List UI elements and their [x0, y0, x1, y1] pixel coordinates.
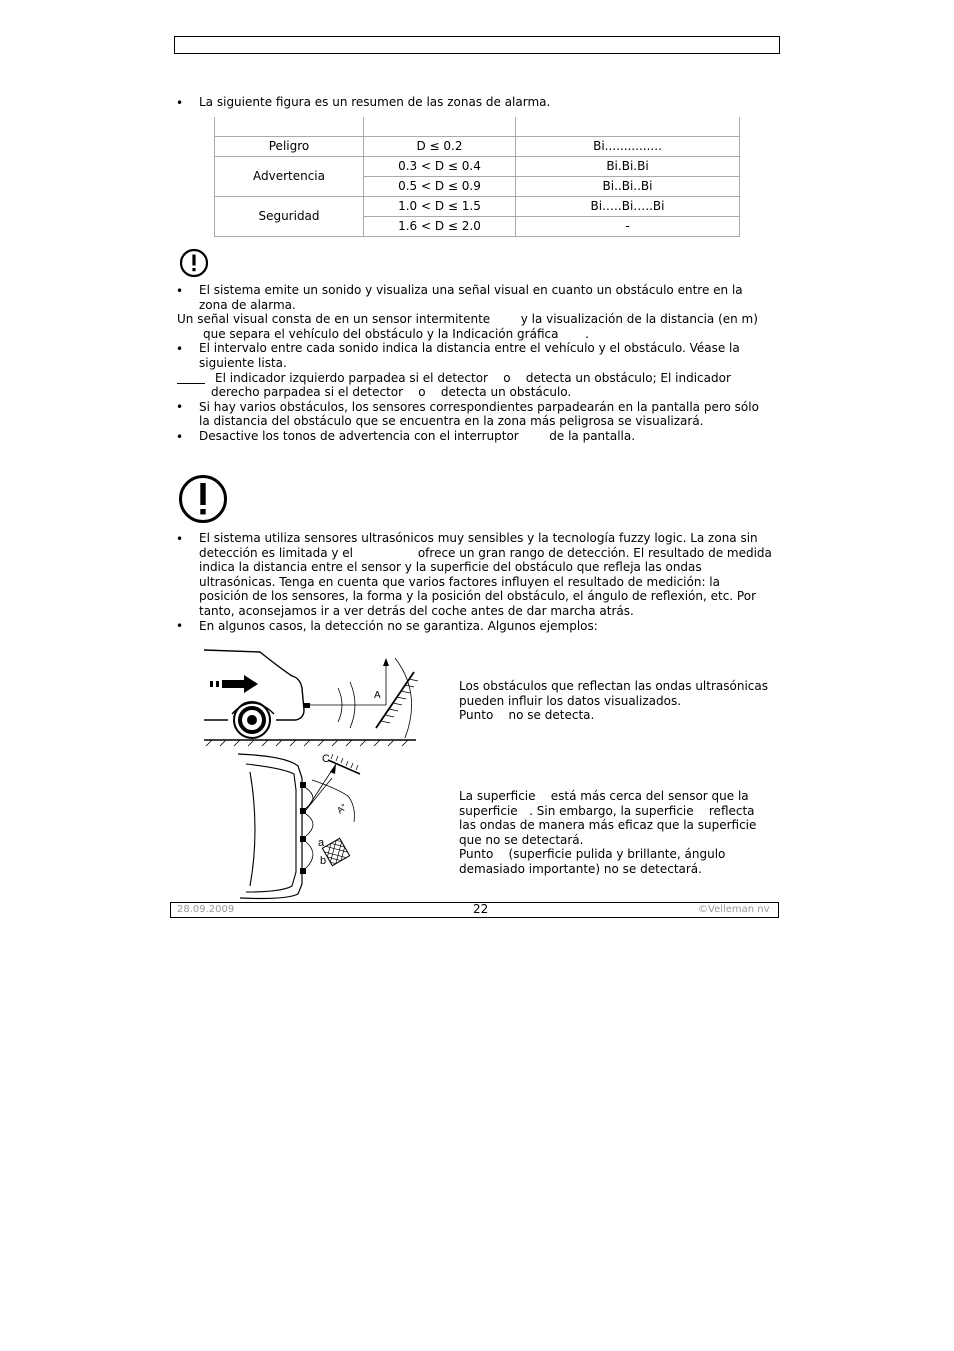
footer-date: 28.09.2009 [177, 904, 235, 915]
sound-cell: Bi..Bi..Bi [516, 177, 740, 197]
example-text: superficie . Sin embargo, la superficie reflecta [459, 803, 755, 818]
example-text: Punto (superficie pulida y brillante, ángulo [459, 847, 726, 862]
paragraph-line: posición de los sensores, la forma y la posición del obstáculo, el ángulo de reflexión, etc. Por [199, 589, 757, 604]
paragraph-line: Un señal visual consta de en un sensor intermitente y la visualización de la distancia (en m) [177, 312, 758, 327]
paragraph-line: En algunos casos, la detección no se garantiza. Algunos ejemplos: [199, 618, 598, 633]
paragraph-line: El intervalo entre cada sonido indica la distancia entre el vehículo y el obstáculo. Véase la [199, 341, 740, 356]
zone-cell: Peligro [215, 137, 364, 157]
distance-cell: 1.0 < D ≤ 1.5 [364, 197, 516, 217]
example-text: La superficie está más cerca del sensor que la [459, 789, 749, 803]
paragraph-line: ultrasónicas. Tenga en cuenta que varios factores influyen el resultado de medición: la [199, 574, 720, 589]
zone-cell: Advertencia [215, 157, 364, 197]
paragraph-line: El indicador izquierdo parpadea si el detector o detecta un obstáculo; El indicador [215, 370, 731, 385]
paragraph-line: El sistema emite un sonido y visualiza una señal visual en cuanto un obstáculo entre en la [199, 283, 743, 297]
example-text: demasiado importante) no se detectará. [459, 862, 702, 876]
paragraph-line: que separa el vehículo del obstáculo y la Indicación gráfica . [203, 326, 589, 341]
sound-cell: - [516, 217, 740, 237]
underline-rule [177, 383, 205, 384]
car-obstacle-figure [200, 648, 420, 746]
paragraph-line: Si hay varios obstáculos, los sensores correspondientes parpadearán en la pantalla pero sólo [199, 399, 759, 414]
warning-icon [179, 248, 209, 278]
fig2-label-angle: A° [334, 801, 349, 816]
bullet-dot: • [176, 96, 184, 110]
distance-cell: D ≤ 0.2 [364, 137, 516, 157]
alarm-zones-table [214, 117, 740, 237]
bullet-dot: • [176, 619, 184, 633]
bullet-dot: • [176, 400, 184, 414]
bullet-dot: • [176, 430, 184, 444]
distance-cell: 1.6 < D ≤ 2.0 [364, 217, 516, 237]
paragraph-line: zona de alarma. [199, 297, 296, 312]
fig2-label-c: C [322, 753, 330, 765]
warning-icon [178, 474, 228, 524]
paragraph-line: indica la distancia entre el sensor y la superficie del obstáculo que refleja las ondas [199, 560, 702, 575]
paragraph-line: la distancia del obstáculo que se encuentra en la zona más peligrosa se visualizará. [199, 414, 704, 429]
paragraph-line: El sistema utiliza sensores ultrasónicos muy sensibles y la tecnología fuzzy logic. La zona sin [199, 531, 758, 545]
sound-cell: Bi.Bi.Bi [516, 157, 740, 177]
fig2-label-a: a [318, 837, 325, 849]
paragraph-line: derecho parpadea si el detector o detecta un obstáculo. [211, 385, 572, 400]
zone-cell: Seguridad [215, 197, 364, 237]
sound-cell: Bi.….Bi…..Bi [516, 197, 740, 217]
bullet-dot: • [176, 284, 184, 298]
bullet-dot: • [176, 532, 184, 546]
sound-cell: Bi............... [516, 137, 740, 157]
example-text: Punto no se detecta. [459, 708, 595, 723]
paragraph-line: tanto, aconsejamos ir a ver detrás del coche antes de dar marcha atrás. [199, 604, 634, 618]
page-header-box [174, 36, 780, 54]
footer-copyright: ©Velleman nv [698, 904, 770, 915]
paragraph-line: Desactive los tonos de advertencia con el interruptor de la pantalla. [199, 429, 636, 443]
example-text: pueden influir los datos visualizados. [459, 693, 682, 708]
bumper-sensors-figure [236, 750, 366, 900]
bullet-dot: • [176, 342, 184, 356]
distance-cell: 0.5 < D ≤ 0.9 [364, 177, 516, 197]
example-text: que no se detectará. [459, 832, 584, 847]
distance-cell: 0.3 < D ≤ 0.4 [364, 157, 516, 177]
example-text: las ondas de manera más eficaz que la superficie [459, 818, 757, 833]
page-number: 22 [473, 902, 489, 916]
example-text: Los obstáculos que reflectan las ondas ultrasónicas [459, 679, 768, 693]
paragraph-line: detección es limitada y el ofrece un gran rango de detección. El resultado de medida [199, 545, 772, 560]
fig1-label-a: A [374, 690, 381, 701]
paragraph-line: siguiente lista. [199, 356, 287, 370]
intro-text: La siguiente figura es un resumen de las zonas de alarma. [199, 95, 551, 109]
fig2-label-b: b [320, 855, 327, 867]
